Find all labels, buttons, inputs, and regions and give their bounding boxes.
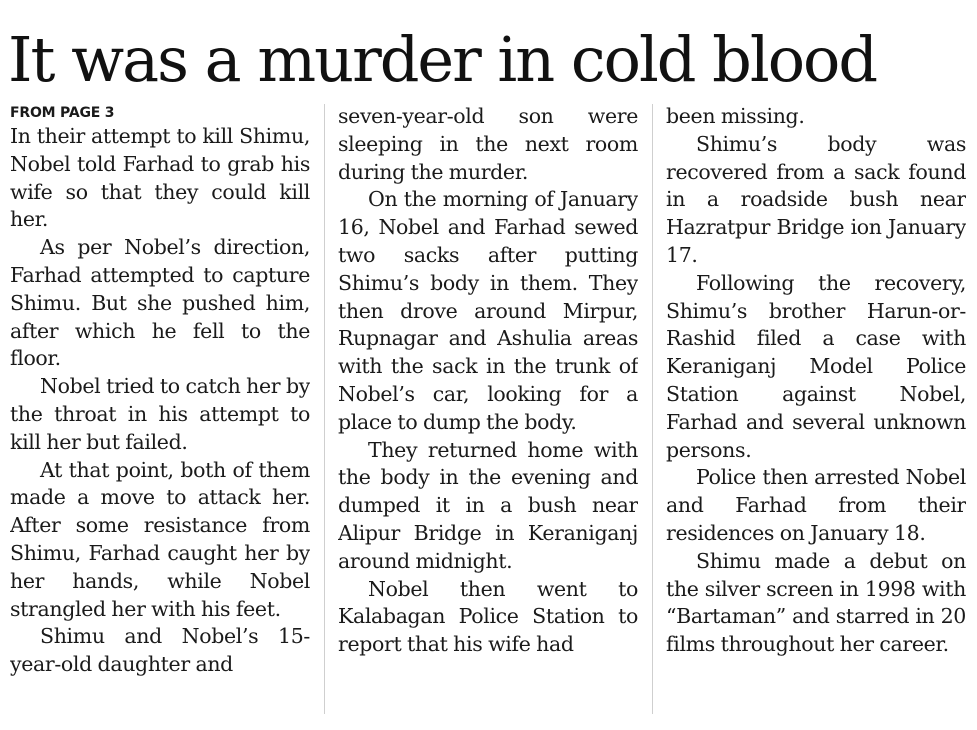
article-headline: It was a murder in cold blood: [8, 23, 877, 96]
column-divider: [324, 104, 325, 714]
article-paragraph: Shimu and Nobel’s 15-year-old daughter and: [10, 624, 310, 677]
continuation-kicker: FROM PAGE 3: [10, 105, 115, 121]
column-divider: [652, 104, 653, 714]
article-paragraph: Following the recovery, Shimu’s brother Harun-or-Rashid filed a case with Keraniganj Model Police Station against Nobel, Farhad and several unknown persons.: [666, 270, 966, 462]
article-paragraph: On the morning of January 16, Nobel and Farhad sewed two sacks after putting Shimu’s body in them. They then drove around Mirpur, Rupnagar and Ashulia areas with the sack in the trunk of Nobel’s car, looking for a place to dump the body.: [338, 187, 638, 434]
article-column-2: [338, 103, 638, 723]
article-paragraph: Shimu made a debut on the silver screen in 1998 with “Bartaman” and starred in 20 films throughout her career.: [666, 548, 966, 657]
article-column-3: [666, 103, 966, 723]
article-paragraph: They returned home with the body in the evening and dumped it in a bush near Alipur Bridge in Keraniganj around midnight.: [338, 437, 638, 573]
article-paragraph: Police then arrested Nobel and Farhad from their residences on January 18.: [666, 465, 966, 545]
article-paragraph: been missing.: [666, 104, 805, 128]
article-paragraph: In their attempt to kill Shimu, Nobel told Farhad to grab his wife so that they could kill her.: [10, 124, 310, 232]
article-paragraph: At that point, both of them made a move to attack her. After some resistance from Shimu, Farhad caught her by her hands, while Nobel strangled her with his feet.: [10, 457, 310, 621]
article-paragraph: Nobel tried to catch her by the throat in his attempt to kill her but failed.: [10, 374, 310, 454]
article-paragraph: Nobel then went to Kalabagan Police Station to report that his wife had: [338, 576, 638, 657]
article-paragraph: seven-year-old son were sleeping in the next room during the murder.: [338, 104, 638, 184]
article-paragraph: Shimu’s body was recovered from a sack found in a roadside bush near Hazratpur Bridge ion January 17.: [666, 131, 966, 267]
article-paragraph: As per Nobel’s direction, Farhad attempted to capture Shimu. But she pushed him, after which he fell to the floor.: [10, 235, 310, 371]
article-column-1: [10, 103, 310, 723]
